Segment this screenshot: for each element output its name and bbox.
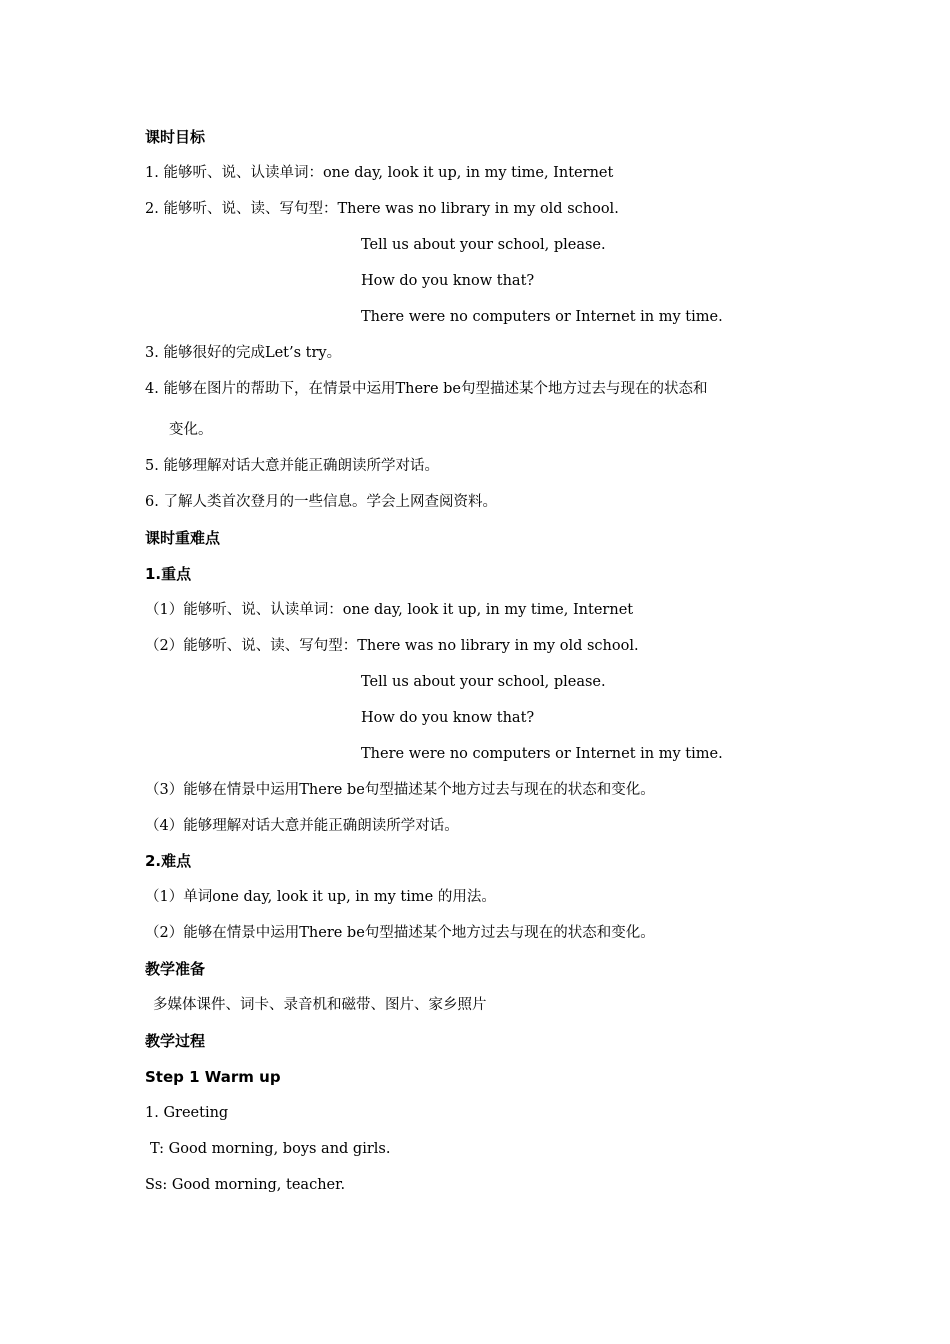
- objective-sentence: There were no computers or Internet in my time.: [361, 309, 723, 325]
- key-point-sentence: Tell us about your school, please.: [361, 674, 606, 690]
- difficult-heading: 2.难点: [145, 852, 192, 870]
- objectives-heading: 课时目标: [145, 128, 206, 146]
- objective-sentence: How do you know that?: [361, 273, 535, 289]
- key-point-item: （4）能够理解对话大意并能正确朗读所学对话。: [145, 818, 459, 834]
- key-heading: 1.重点: [145, 565, 192, 583]
- key-point-sentence: There were no computers or Internet in my time.: [361, 746, 723, 762]
- objective-item-continuation: 变化。: [169, 422, 213, 438]
- objective-item: 2. 能够听、说、读、写句型：There was no library in my old school.: [145, 201, 619, 217]
- objective-item: 6. 了解人类首次登月的一些信息。学会上网查阅资料。: [145, 494, 497, 510]
- difficult-point-item: （1）单词one day, look it up, in my time 的用法。: [145, 889, 496, 905]
- key-points-heading: 课时重难点: [145, 529, 221, 547]
- objective-item: 3. 能够很好的完成Let’s try。: [145, 345, 342, 361]
- step1-line: T: Good morning, boys and girls.: [150, 1141, 391, 1157]
- key-point-item: （3）能够在情景中运用There be句型描述某个地方过去与现在的状态和变化。: [145, 782, 655, 798]
- process-heading: 教学过程: [145, 1032, 206, 1050]
- prep-text: 多媒体课件、词卡、录音机和磁带、图片、家乡照片: [153, 997, 487, 1013]
- step1-line: 1. Greeting: [145, 1105, 229, 1121]
- objective-item: 5. 能够理解对话大意并能正确朗读所学对话。: [145, 458, 439, 474]
- step1-line: Ss: Good morning, teacher.: [145, 1177, 346, 1193]
- key-point-sentence: How do you know that?: [361, 710, 535, 726]
- step1-heading: Step 1 Warm up: [145, 1068, 281, 1086]
- objective-item: 4. 能够在图片的帮助下，在情景中运用There be句型描述某个地方过去与现在的状态和: [145, 381, 708, 397]
- difficult-point-item: （2）能够在情景中运用There be句型描述某个地方过去与现在的状态和变化。: [145, 925, 655, 941]
- prep-heading: 教学准备: [145, 960, 206, 978]
- objective-sentence: Tell us about your school, please.: [361, 237, 606, 253]
- key-point-item: （2）能够听、说、读、写句型：There was no library in my old school.: [145, 638, 639, 654]
- key-point-item: （1）能够听、说、认读单词：one day, look it up, in my time, Internet: [145, 602, 634, 618]
- objective-item: 1. 能够听、说、认读单词：one day, look it up, in my time, Internet: [145, 165, 614, 181]
